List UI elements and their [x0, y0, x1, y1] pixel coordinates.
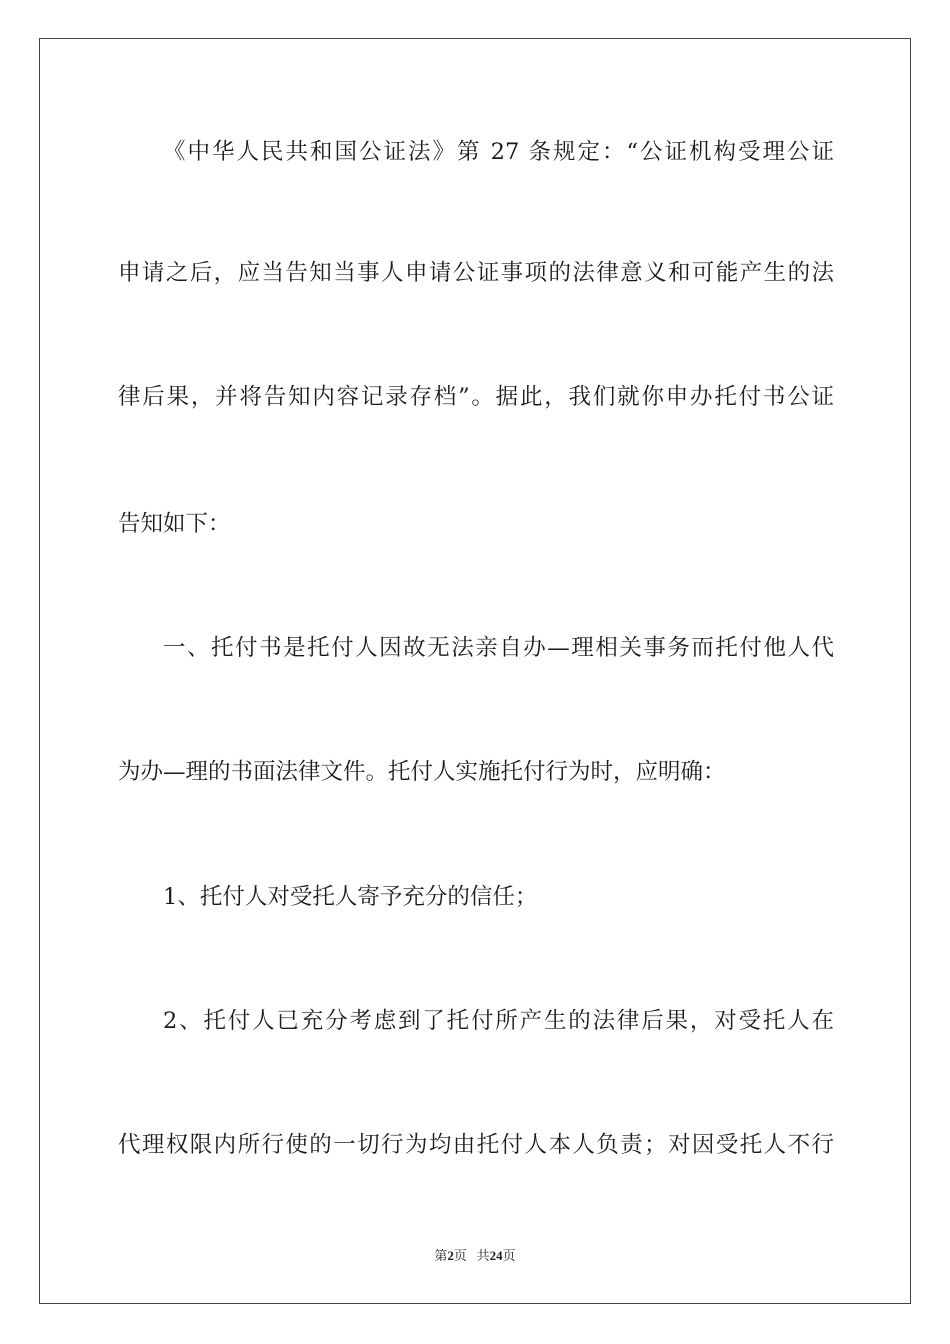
page-frame: [39, 38, 911, 1304]
text-line-1: 《中华人民共和国公证法》第 27 条规定：“公证机构受理公证: [163, 139, 834, 165]
text-line-9: 代理权限内所行使的一切行为均由托付人本人负责；对因受托人不行: [118, 1132, 834, 1158]
footer-page-prefix: 第: [434, 1248, 448, 1263]
text-line-5: 一、托付书是托付人因故无法亲自办—理相关事务而托付他人代: [163, 635, 834, 661]
text-line-3: 律后果，并将告知内容记录存档”。据此，我们就你申办托付书公证: [118, 384, 834, 410]
text-line-7: 1、托付人对受托人寄予充分的信任；: [163, 884, 538, 910]
text-line-8: 2、托付人已充分考虑到了托付所产生的法律后果，对受托人在: [163, 1008, 834, 1034]
text-line-2: 申请之后，应当告知当事人申请公证事项的法律意义和可能产生的法: [118, 260, 834, 286]
text-line-6: 为办—理的书面法律文件。托付人实施托付行为时，应明确：: [118, 759, 726, 785]
footer-total-pages: 24: [489, 1248, 503, 1263]
footer-page-suffix: 页: [453, 1248, 467, 1263]
footer-total-suffix: 页: [502, 1248, 516, 1263]
text-line-4: 告知如下：: [118, 511, 231, 537]
footer-total-prefix: 共: [476, 1248, 490, 1263]
footer-page-number: 2: [447, 1248, 454, 1263]
page-footer: [0, 1248, 950, 1264]
